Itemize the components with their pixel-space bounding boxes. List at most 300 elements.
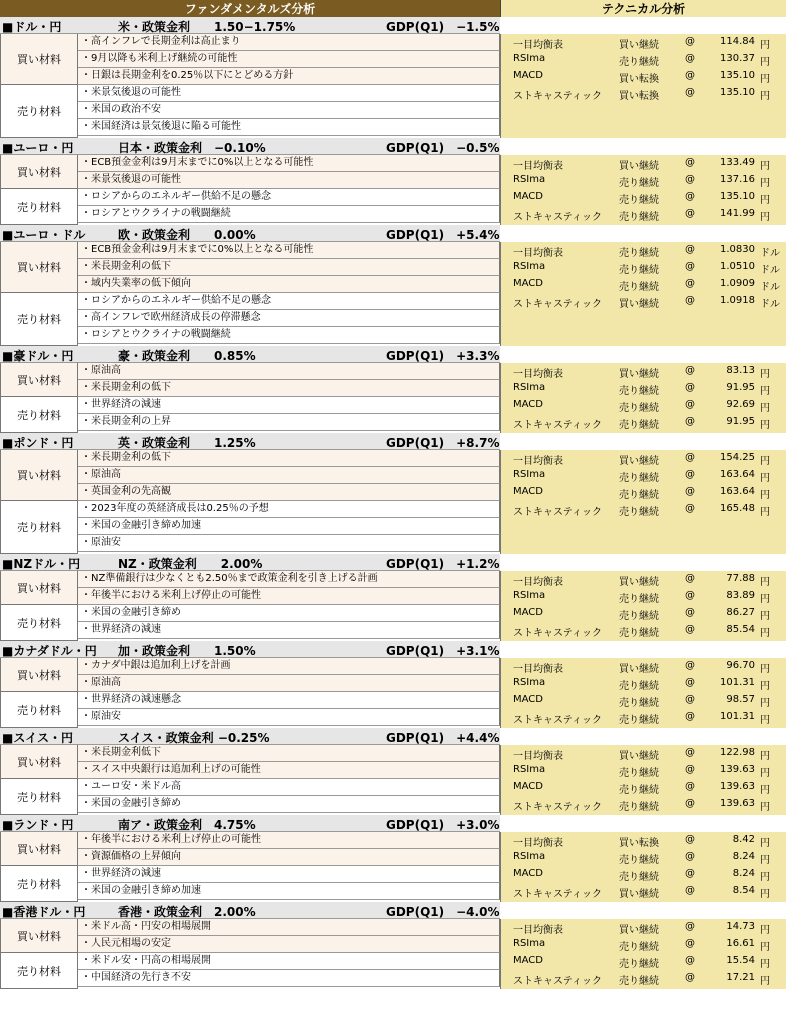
pair-name: ■カナダドル・円 [2, 644, 97, 658]
at-sign: @ [685, 469, 695, 480]
buy-factor-item: ・年後半における米利上げ停止の可能性 [78, 588, 500, 605]
at-sign: @ [685, 781, 695, 792]
buy-factor-item: ・高インフレで長期金利は高止まり [78, 34, 500, 51]
signal-text: 買い転換 [619, 838, 659, 849]
technical-row [501, 380, 786, 397]
technical-row [501, 849, 786, 866]
at-sign: @ [685, 244, 695, 255]
technical-panel [500, 242, 786, 346]
sell-factor-item: ・米国の政治不安 [78, 102, 500, 119]
price-unit: 円 [760, 195, 770, 206]
pair-name: ■香港ドル・円 [2, 905, 86, 919]
pair-title-bar [0, 138, 500, 155]
indicator-name: RSIma [513, 469, 546, 480]
at-sign: @ [685, 851, 695, 862]
price-unit: 円 [760, 456, 770, 467]
buy-factor-item: ・人民元相場の安定 [78, 936, 500, 953]
technical-row [501, 414, 786, 431]
policy-rate: 欧・政策金利 0.00% [118, 228, 256, 242]
price-unit: 円 [760, 942, 770, 953]
technical-panel [500, 155, 786, 225]
sell-factor-item: ・米ドル安・円高の相場展開 [78, 953, 500, 970]
signal-text: 売り継続 [619, 942, 659, 953]
indicator-name: RSIma [513, 382, 546, 393]
at-sign: @ [685, 921, 695, 932]
buy-factor-item: ・米長期金利低下 [78, 745, 500, 762]
price-unit: 円 [760, 872, 770, 883]
price-value: 165.48 [720, 503, 755, 514]
price-unit: 円 [760, 490, 770, 501]
indicator-name: ストキャスティック [513, 715, 602, 726]
price-value: 15.54 [726, 955, 755, 966]
indicator-name: 一目均衡表 [513, 456, 563, 467]
buy-factors-label: 買い材料 [0, 658, 78, 692]
price-unit: 円 [760, 628, 770, 639]
signal-text: 売り継続 [619, 698, 659, 709]
price-value: 96.70 [726, 660, 755, 671]
pair-title-bar [0, 433, 500, 450]
technical-row [501, 206, 786, 223]
pair-block [0, 728, 786, 815]
buy-factor-item: ・カナダ中銀は追加利上げを計画 [78, 658, 500, 675]
gdp-value: GDP(Q1) −1.5% [386, 20, 500, 34]
at-sign: @ [685, 885, 695, 896]
price-unit: 円 [760, 959, 770, 970]
price-unit: 円 [760, 74, 770, 85]
at-sign: @ [685, 70, 695, 81]
gdp-value: GDP(Q1) +3.1% [386, 644, 500, 658]
price-unit: 円 [760, 91, 770, 102]
technical-row [501, 259, 786, 276]
at-sign: @ [685, 798, 695, 809]
at-sign: @ [685, 677, 695, 688]
sell-factor-item: ・ロシアとウクライナの戦闘継続 [78, 206, 500, 223]
sell-factor-item: ・ユーロ安・米ドル高 [78, 779, 500, 796]
technical-header: テクニカル分析 [500, 0, 786, 17]
indicator-name: RSIma [513, 53, 546, 64]
buy-factors-label: 買い材料 [0, 745, 78, 779]
signal-text: 売り継続 [619, 681, 659, 692]
signal-text: 買い継続 [619, 751, 659, 762]
pair-block [0, 433, 786, 554]
price-value: 130.37 [720, 53, 755, 64]
sell-factors-label: 売り材料 [0, 501, 78, 554]
price-value: 83.89 [726, 590, 755, 601]
indicator-name: ストキャスティック [513, 628, 602, 639]
buy-factors-label: 買い材料 [0, 363, 78, 397]
indicator-name: RSIma [513, 677, 546, 688]
price-unit: 円 [760, 386, 770, 397]
buy-factor-item: ・資源価格の上昇傾向 [78, 849, 500, 866]
technical-row [501, 34, 786, 51]
technical-panel [500, 571, 786, 641]
sell-factors-label: 売り材料 [0, 779, 78, 815]
price-value: 137.16 [720, 174, 755, 185]
buy-factor-item: ・日銀は長期金利を0.25％以下にとどめる方針 [78, 68, 500, 85]
sell-factor-item: ・米長期金利の上昇 [78, 414, 500, 431]
sell-factor-item: ・米国の金融引き締め [78, 605, 500, 622]
technical-row [501, 450, 786, 467]
gdp-value: GDP(Q1) +3.3% [386, 349, 500, 363]
pair-name: ■ユーロ・円 [2, 141, 74, 155]
pair-title-bar [0, 815, 500, 832]
technical-row [501, 467, 786, 484]
pair-block [0, 17, 786, 138]
buy-factors-label: 買い材料 [0, 34, 78, 85]
price-unit: ドル [760, 248, 780, 259]
price-value: 16.61 [726, 938, 755, 949]
at-sign: @ [685, 503, 695, 514]
sell-factor-item: ・米国経済は景気後退に陥る可能性 [78, 119, 500, 136]
policy-rate: 米・政策金利 1.50−1.75% [118, 20, 296, 34]
price-value: 114.84 [720, 36, 755, 47]
buy-factor-item: ・ECB預金金利は9月末までに0%以上となる可能性 [78, 242, 500, 259]
technical-panel [500, 919, 786, 989]
technical-row [501, 866, 786, 883]
sell-factors-label: 売り材料 [0, 605, 78, 641]
signal-text: 売り継続 [619, 715, 659, 726]
buy-factor-item: ・米長期金利の低下 [78, 259, 500, 276]
pair-title-bar [0, 554, 500, 571]
price-value: 83.13 [726, 365, 755, 376]
sell-factors-label: 売り材料 [0, 85, 78, 138]
technical-panel [500, 34, 786, 138]
indicator-name: ストキャスティック [513, 507, 602, 518]
at-sign: @ [685, 694, 695, 705]
signal-text: 売り継続 [619, 855, 659, 866]
technical-row [501, 68, 786, 85]
pair-title-bar [0, 346, 500, 363]
signal-text: 売り継続 [619, 802, 659, 813]
at-sign: @ [685, 972, 695, 983]
pair-title-bar [0, 641, 500, 658]
signal-text: 買い継続 [619, 369, 659, 380]
technical-row [501, 919, 786, 936]
sell-factor-item: ・米国の金融引き締め [78, 796, 500, 813]
at-sign: @ [685, 278, 695, 289]
pair-name: ■NZドル・円 [2, 557, 81, 571]
buy-factor-item: ・原油高 [78, 363, 500, 380]
price-value: 163.64 [720, 469, 755, 480]
signal-text: 売り継続 [619, 976, 659, 987]
price-value: 135.10 [720, 191, 755, 202]
technical-panel [500, 363, 786, 433]
at-sign: @ [685, 191, 695, 202]
at-sign: @ [685, 53, 695, 64]
buy-factor-item: ・域内失業率の低下傾向 [78, 276, 500, 293]
price-value: 133.49 [720, 157, 755, 168]
buy-factor-item: ・原油高 [78, 675, 500, 692]
pair-block [0, 815, 786, 902]
gdp-value: GDP(Q1) +5.4% [386, 228, 500, 242]
at-sign: @ [685, 486, 695, 497]
at-sign: @ [685, 660, 695, 671]
technical-row [501, 155, 786, 172]
indicator-name: MACD [513, 868, 543, 879]
signal-text: 売り継続 [619, 386, 659, 397]
technical-row [501, 293, 786, 310]
signal-text: 売り継続 [619, 420, 659, 431]
price-unit: 円 [760, 889, 770, 900]
indicator-name: 一目均衡表 [513, 161, 563, 172]
price-value: 122.98 [720, 747, 755, 758]
indicator-name: MACD [513, 70, 543, 81]
price-value: 139.63 [720, 798, 755, 809]
technical-row [501, 953, 786, 970]
sell-factor-item: ・米国の金融引き締め加速 [78, 883, 500, 900]
sell-factor-item: ・ロシアとウクライナの戦闘継続 [78, 327, 500, 344]
policy-rate: 日本・政策金利 −0.10% [118, 141, 266, 155]
indicator-name: MACD [513, 781, 543, 792]
technical-row [501, 779, 786, 796]
sell-factor-item: ・ロシアからのエネルギー供給不足の懸念 [78, 293, 500, 310]
price-value: 101.31 [720, 677, 755, 688]
price-unit: 円 [760, 698, 770, 709]
price-unit: 円 [760, 403, 770, 414]
price-value: 8.54 [732, 885, 755, 896]
signal-text: 売り継続 [619, 490, 659, 501]
indicator-name: ストキャスティック [513, 299, 602, 310]
sell-factors-label: 売り材料 [0, 293, 78, 346]
indicator-name: 一目均衡表 [513, 838, 563, 849]
policy-rate: 南ア・政策金利 4.75% [118, 818, 256, 832]
pair-title-bar [0, 902, 500, 919]
price-unit: 円 [760, 925, 770, 936]
price-unit: 円 [760, 473, 770, 484]
buy-factor-item: ・米景気後退の可能性 [78, 172, 500, 189]
indicator-name: RSIma [513, 590, 546, 601]
price-unit: 円 [760, 212, 770, 223]
buy-factor-item: ・原油高 [78, 467, 500, 484]
at-sign: @ [685, 87, 695, 98]
price-unit: 円 [760, 664, 770, 675]
pair-name: ■ドル・円 [2, 20, 62, 34]
pair-title-bar [0, 728, 500, 745]
buy-factor-item: ・ECB預金金利は9月末までに0%以上となる可能性 [78, 155, 500, 172]
price-unit: ドル [760, 265, 780, 276]
sell-factor-item: ・米国の金融引き締め加速 [78, 518, 500, 535]
technical-row [501, 832, 786, 849]
gdp-value: GDP(Q1) +1.2% [386, 557, 500, 571]
pair-name: ■ポンド・円 [2, 436, 74, 450]
price-value: 17.21 [726, 972, 755, 983]
technical-row [501, 276, 786, 293]
price-value: 1.0918 [720, 295, 755, 306]
price-unit: 円 [760, 57, 770, 68]
gdp-value: GDP(Q1) −0.5% [386, 141, 500, 155]
gdp-value: GDP(Q1) +4.4% [386, 731, 500, 745]
at-sign: @ [685, 157, 695, 168]
signal-text: 売り継続 [619, 768, 659, 779]
buy-factors-label: 買い材料 [0, 155, 78, 189]
price-value: 92.69 [726, 399, 755, 410]
price-unit: 円 [760, 838, 770, 849]
at-sign: @ [685, 711, 695, 722]
indicator-name: 一目均衡表 [513, 248, 563, 259]
signal-text: 売り継続 [619, 594, 659, 605]
at-sign: @ [685, 452, 695, 463]
technical-row [501, 189, 786, 206]
policy-rate: スイス・政策金利 −0.25% [118, 731, 270, 745]
policy-rate: 加・政策金利 1.50% [118, 644, 256, 658]
indicator-name: 一目均衡表 [513, 925, 563, 936]
at-sign: @ [685, 365, 695, 376]
price-value: 86.27 [726, 607, 755, 618]
pair-name: ■ユーロ・ドル [2, 228, 86, 242]
price-value: 135.10 [720, 70, 755, 81]
technical-row [501, 675, 786, 692]
price-unit: 円 [760, 611, 770, 622]
price-unit: 円 [760, 594, 770, 605]
price-unit: 円 [760, 855, 770, 866]
price-value: 139.63 [720, 764, 755, 775]
signal-text: 買い継続 [619, 925, 659, 936]
indicator-name: MACD [513, 191, 543, 202]
price-unit: 円 [760, 40, 770, 51]
indicator-name: MACD [513, 607, 543, 618]
signal-text: 買い継続 [619, 161, 659, 172]
pair-block [0, 641, 786, 728]
at-sign: @ [685, 382, 695, 393]
sell-factor-item: ・高インフレで欧州経済成長の停滞懸念 [78, 310, 500, 327]
at-sign: @ [685, 590, 695, 601]
signal-text: 買い転換 [619, 91, 659, 102]
indicator-name: RSIma [513, 938, 546, 949]
price-value: 101.31 [720, 711, 755, 722]
sell-factors-label: 売り材料 [0, 953, 78, 989]
indicator-name: MACD [513, 278, 543, 289]
indicator-name: RSIma [513, 851, 546, 862]
signal-text: 買い継続 [619, 889, 659, 900]
pair-block [0, 138, 786, 225]
technical-row [501, 571, 786, 588]
at-sign: @ [685, 747, 695, 758]
price-value: 91.95 [726, 416, 755, 427]
sell-factor-item: ・世界経済の減速懸念 [78, 692, 500, 709]
at-sign: @ [685, 416, 695, 427]
buy-factor-item: ・米長期金利の低下 [78, 450, 500, 467]
at-sign: @ [685, 573, 695, 584]
technical-row [501, 85, 786, 102]
sell-factors-label: 売り材料 [0, 866, 78, 902]
at-sign: @ [685, 607, 695, 618]
price-value: 1.0830 [720, 244, 755, 255]
sell-factor-item: ・世界経済の減速 [78, 866, 500, 883]
at-sign: @ [685, 764, 695, 775]
technical-row [501, 172, 786, 189]
buy-factor-item: ・NZ準備銀行は少なくとも2.50％まで政策金利を引き上げる計画 [78, 571, 500, 588]
indicator-name: ストキャスティック [513, 212, 602, 223]
policy-rate: 英・政策金利 1.25% [118, 436, 256, 450]
sell-factor-item: ・原油安 [78, 535, 500, 552]
pair-block [0, 902, 786, 989]
technical-row [501, 363, 786, 380]
sell-factor-item: ・米景気後退の可能性 [78, 85, 500, 102]
technical-row [501, 484, 786, 501]
signal-text: 買い継続 [619, 577, 659, 588]
pair-name: ■スイス・円 [2, 731, 73, 745]
price-unit: 円 [760, 420, 770, 431]
indicator-name: 一目均衡表 [513, 577, 563, 588]
indicator-name: RSIma [513, 261, 546, 272]
pair-block [0, 346, 786, 433]
price-unit: ドル [760, 299, 780, 310]
at-sign: @ [685, 938, 695, 949]
technical-row [501, 622, 786, 639]
pair-name: ■ランド・円 [2, 818, 74, 832]
buy-factor-item: ・スイス中央銀行は追加利上げの可能性 [78, 762, 500, 779]
price-value: 8.24 [732, 851, 755, 862]
at-sign: @ [685, 174, 695, 185]
policy-rate: NZ・政策金利 2.00% [118, 557, 263, 571]
buy-factors-label: 買い材料 [0, 242, 78, 293]
signal-text: 買い継続 [619, 299, 659, 310]
signal-text: 買い転換 [619, 74, 659, 85]
signal-text: 売り継続 [619, 248, 659, 259]
price-value: 1.0909 [720, 278, 755, 289]
price-unit: 円 [760, 577, 770, 588]
at-sign: @ [685, 955, 695, 966]
price-unit: 円 [760, 976, 770, 987]
gdp-value: GDP(Q1) +3.0% [386, 818, 500, 832]
technical-panel [500, 658, 786, 728]
technical-row [501, 658, 786, 675]
signal-text: 売り継続 [619, 403, 659, 414]
technical-row [501, 51, 786, 68]
indicator-name: MACD [513, 955, 543, 966]
pair-block [0, 554, 786, 641]
technical-panel [500, 450, 786, 554]
price-unit: 円 [760, 715, 770, 726]
price-unit: 円 [760, 768, 770, 779]
at-sign: @ [685, 295, 695, 306]
technical-row [501, 709, 786, 726]
technical-row [501, 762, 786, 779]
signal-text: 買い継続 [619, 456, 659, 467]
signal-text: 売り継続 [619, 628, 659, 639]
signal-text: 売り継続 [619, 473, 659, 484]
technical-row [501, 588, 786, 605]
sell-factor-item: ・世界経済の減速 [78, 622, 500, 639]
price-unit: 円 [760, 681, 770, 692]
technical-panel [500, 745, 786, 815]
indicator-name: RSIma [513, 764, 546, 775]
indicator-name: 一目均衡表 [513, 664, 563, 675]
price-value: 8.42 [732, 834, 755, 845]
price-value: 139.63 [720, 781, 755, 792]
indicator-name: 一目均衡表 [513, 369, 563, 380]
technical-row [501, 883, 786, 900]
pair-title-bar [0, 17, 500, 34]
sell-factor-item: ・2023年度の英経済成長は0.25％の予想 [78, 501, 500, 518]
price-value: 8.24 [732, 868, 755, 879]
signal-text: 売り継続 [619, 611, 659, 622]
price-value: 141.99 [720, 208, 755, 219]
technical-row [501, 692, 786, 709]
buy-factor-item: ・米ドル高・円安の相場展開 [78, 919, 500, 936]
at-sign: @ [685, 399, 695, 410]
technical-panel [500, 832, 786, 902]
sell-factor-item: ・原油安 [78, 709, 500, 726]
policy-rate: 香港・政策金利 2.00% [118, 905, 256, 919]
price-unit: 円 [760, 161, 770, 172]
sell-factor-item: ・世界経済の減速 [78, 397, 500, 414]
price-unit: 円 [760, 507, 770, 518]
pair-title-bar [0, 225, 500, 242]
sell-factors-label: 売り材料 [0, 692, 78, 728]
signal-text: 売り継続 [619, 178, 659, 189]
policy-rate: 豪・政策金利 0.85% [118, 349, 256, 363]
